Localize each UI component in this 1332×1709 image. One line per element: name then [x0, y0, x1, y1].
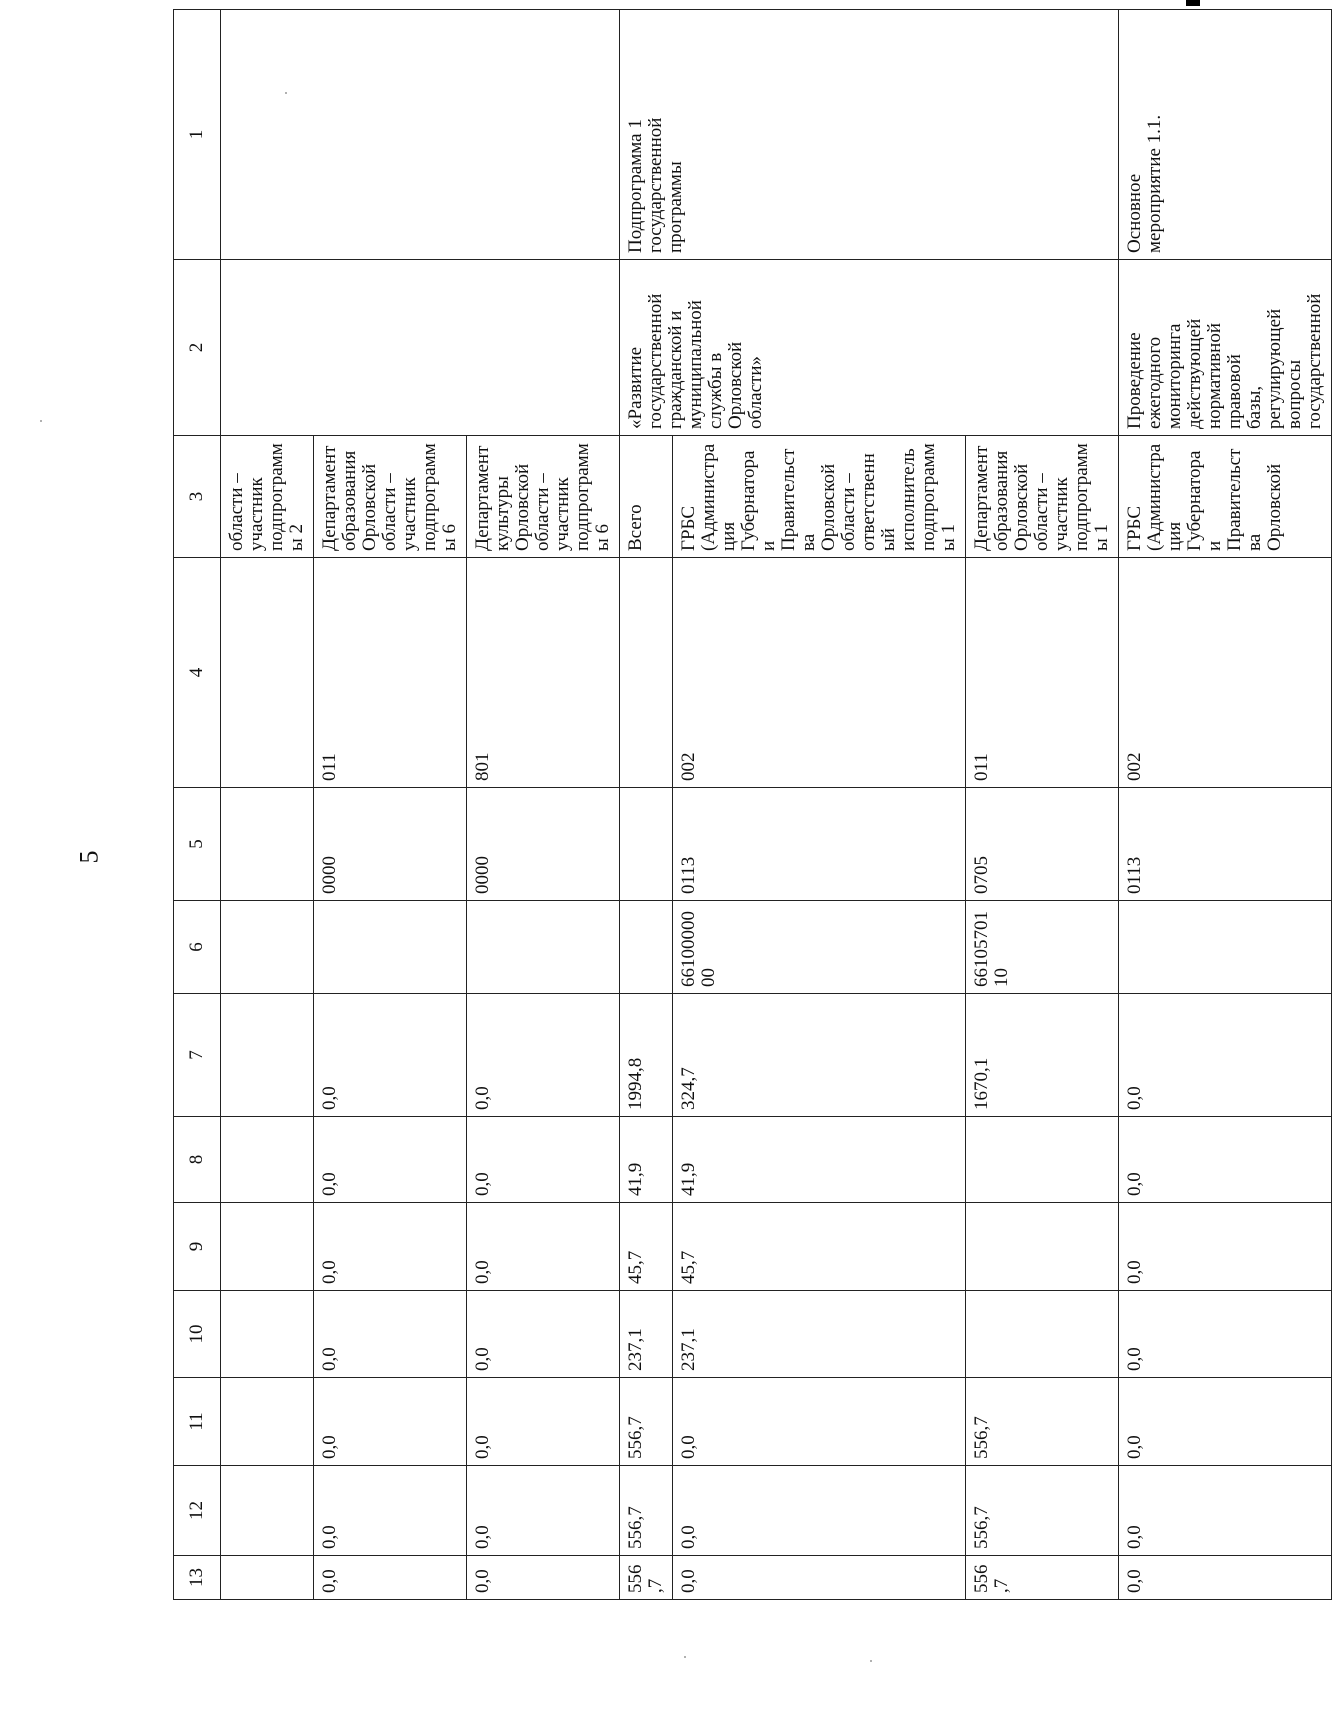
header-cell-3: 3 [174, 436, 221, 558]
cell-col11 [221, 1378, 314, 1466]
cell-col3: ГРБС (Администрация Губернатора и Правительства Орловской области – ответственный исполнитель подпрограммы 1 [673, 436, 966, 558]
cell-col10 [221, 1291, 314, 1378]
subprogram-title: «Развитие государственной гражданской и муниципальной службы в Орловской области» [620, 260, 1119, 436]
cell-col11: 0,0 [1119, 1378, 1332, 1466]
cell-col13: 556,7 [966, 1556, 1119, 1600]
cell-col4: 002 [1119, 558, 1332, 788]
cell-col3: области – участник подпрограммы 2 [221, 436, 314, 558]
cell-col11: 0,0 [467, 1378, 620, 1466]
cell-col6 [620, 901, 673, 994]
activity-label: Основное мероприятие 1.1. [1119, 10, 1332, 260]
cell-col12: 556,7 [620, 1466, 673, 1556]
cell-col5 [620, 788, 673, 901]
cell-col10: 0,0 [467, 1291, 620, 1378]
cell-col5: 0113 [673, 788, 966, 901]
header-cell-10: 10 [174, 1291, 221, 1378]
cell-col8: 41,9 [673, 1117, 966, 1203]
table-row [221, 10, 314, 1600]
cell-col5: 0113 [1119, 788, 1332, 901]
cell-col8: 0,0 [467, 1117, 620, 1203]
header-cell-5: 5 [174, 788, 221, 901]
cell-col2 [221, 260, 620, 436]
cell-col9: 45,7 [620, 1203, 673, 1291]
budget-table [173, 9, 1332, 1600]
cell-col10: 0,0 [1119, 1291, 1332, 1378]
cell-col11: 0,0 [673, 1378, 966, 1466]
cell-col13 [221, 1556, 314, 1600]
cell-col4 [221, 558, 314, 788]
cell-col7: 324,7 [673, 994, 966, 1117]
scan-speck [870, 1660, 872, 1662]
header-cell-12: 12 [174, 1466, 221, 1556]
cell-col9 [221, 1203, 314, 1291]
cell-col5: 0000 [314, 788, 467, 901]
cell-col12: 0,0 [673, 1466, 966, 1556]
activity-title: Проведение ежегодного мониторинга действующей нормативной правовой базы, регулирующей вопросы государственной [1119, 260, 1332, 436]
header-cell-2: 2 [174, 260, 221, 436]
cell-col9: 0,0 [467, 1203, 620, 1291]
cell-col1 [221, 10, 620, 260]
cell-col3: ГРБС (Администрация Губернатора и Правительства Орловской [1119, 436, 1332, 558]
cell-col9: 0,0 [1119, 1203, 1332, 1291]
corner-scan-mark [1186, 0, 1200, 6]
cell-col8 [966, 1117, 1119, 1203]
cell-col7: 1994,8 [620, 994, 673, 1117]
cell-col4: 801 [467, 558, 620, 788]
cell-col6: 6610000000 [673, 901, 966, 994]
cell-col3: Департамент образования Орловской области – участник подпрограммы 6 [314, 436, 467, 558]
cell-col8: 41,9 [620, 1117, 673, 1203]
cell-col6 [1119, 901, 1332, 994]
cell-col9: 45,7 [673, 1203, 966, 1291]
header-row [174, 10, 221, 1600]
cell-col7: 1670,1 [966, 994, 1119, 1117]
header-cell-13: 13 [174, 1556, 221, 1600]
cell-col7: 0,0 [467, 994, 620, 1117]
cell-col8: 0,0 [314, 1117, 467, 1203]
page-number: 5 [74, 850, 104, 864]
cell-col7: 0,0 [314, 994, 467, 1117]
cell-col10 [966, 1291, 1119, 1378]
cell-col6 [467, 901, 620, 994]
cell-col4 [620, 558, 673, 788]
cell-col13: 556,7 [620, 1556, 673, 1600]
cell-col3: Департамент образования Орловской области – участник подпрограммы 1 [966, 436, 1119, 558]
cell-col7: 0,0 [1119, 994, 1332, 1117]
header-cell-7: 7 [174, 994, 221, 1117]
table-row [1119, 10, 1332, 1600]
header-cell-6: 6 [174, 901, 221, 994]
cell-col7 [221, 994, 314, 1117]
cell-col11: 0,0 [314, 1378, 467, 1466]
header-cell-9: 9 [174, 1203, 221, 1291]
rotated-table-wrapper [173, 110, 1325, 1600]
cell-col4: 002 [673, 558, 966, 788]
scan-speck [40, 420, 42, 422]
scan-speck [285, 92, 287, 94]
cell-col12 [221, 1466, 314, 1556]
cell-col6 [221, 901, 314, 994]
cell-col10: 237,1 [620, 1291, 673, 1378]
cell-col4: 011 [966, 558, 1119, 788]
cell-col12: 0,0 [467, 1466, 620, 1556]
cell-col12: 0,0 [1119, 1466, 1332, 1556]
cell-col13: 0,0 [314, 1556, 467, 1600]
cell-col5 [221, 788, 314, 901]
cell-col11: 556,7 [620, 1378, 673, 1466]
cell-col3: Всего [620, 436, 673, 558]
cell-col5: 0705 [966, 788, 1119, 901]
cell-col12: 0,0 [314, 1466, 467, 1556]
cell-col8 [221, 1117, 314, 1203]
scan-speck [684, 1656, 686, 1658]
subprogram-label: Подпрограмма 1 государственной программы [620, 10, 1119, 260]
cell-col12: 556,7 [966, 1466, 1119, 1556]
cell-col9: 0,0 [314, 1203, 467, 1291]
cell-col4: 011 [314, 558, 467, 788]
cell-col5: 0000 [467, 788, 620, 901]
header-cell-11: 11 [174, 1378, 221, 1466]
cell-col6: 6610570110 [966, 901, 1119, 994]
cell-col11: 556,7 [966, 1378, 1119, 1466]
cell-col6 [314, 901, 467, 994]
cell-col10: 0,0 [314, 1291, 467, 1378]
header-cell-8: 8 [174, 1117, 221, 1203]
table-row [620, 10, 673, 1600]
cell-col8: 0,0 [1119, 1117, 1332, 1203]
cell-col13: 0,0 [1119, 1556, 1332, 1600]
cell-col13: 0,0 [467, 1556, 620, 1600]
cell-col10: 237,1 [673, 1291, 966, 1378]
cell-col9 [966, 1203, 1119, 1291]
cell-col13: 0,0 [673, 1556, 966, 1600]
header-cell-4: 4 [174, 558, 221, 788]
cell-col3: Департамент культуры Орловской области – участник подпрограммы 6 [467, 436, 620, 558]
header-cell-1: 1 [174, 10, 221, 260]
